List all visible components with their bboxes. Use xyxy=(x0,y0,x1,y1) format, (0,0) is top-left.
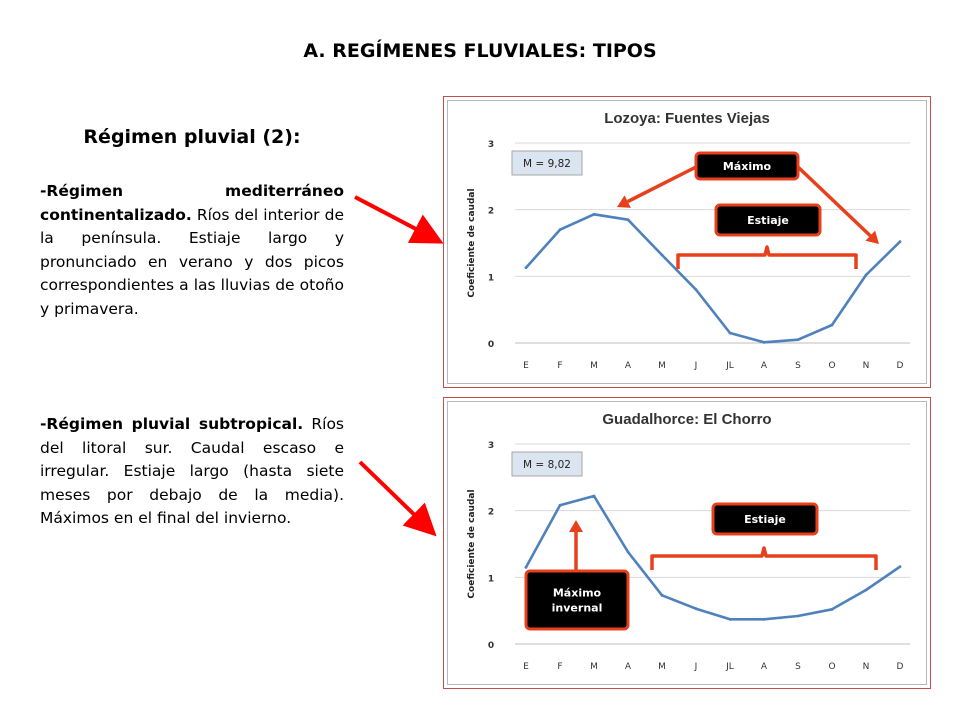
paragraph-subtropical xyxy=(40,413,344,531)
y-tick-label: 2 xyxy=(487,507,495,518)
x-tick-label: F xyxy=(557,662,563,672)
data-point xyxy=(865,274,868,277)
x-tick-label: M xyxy=(590,662,598,672)
x-tick-label: A xyxy=(760,662,768,672)
y-axis-label: Coeficiente de caudal xyxy=(467,489,477,599)
paragraph-mediterranean xyxy=(40,180,344,321)
paragraph-bold-lead: -Régimen pluvial subtropical. xyxy=(40,415,304,433)
callout-maximo-invernal xyxy=(526,571,628,629)
x-tick-label: M xyxy=(658,361,666,371)
data-point xyxy=(729,332,732,335)
data-point xyxy=(593,495,596,498)
y-tick-label: 1 xyxy=(487,574,495,585)
arrow-to-chart-guadalhorce xyxy=(360,462,428,528)
arrow-to-chart-lozoya xyxy=(355,197,433,238)
data-point xyxy=(593,213,596,216)
data-point xyxy=(729,618,732,621)
callout-maximo-invernal-label: Máximo xyxy=(552,586,602,600)
mean-label: M = 9,82 xyxy=(523,158,571,170)
data-point xyxy=(797,615,800,618)
callout-maximo-invernal-box xyxy=(526,571,628,629)
chart-guadalhorce xyxy=(443,397,931,689)
section-subtitle: Régimen pluvial (2): xyxy=(83,126,301,148)
data-point xyxy=(831,608,834,611)
data-point xyxy=(899,565,902,568)
data-point xyxy=(525,566,528,569)
paragraph-text: Ríos del interior de la península. Estiaje largo y pronunciado en verano y dos picos correspondientes a las lluvias de otoño y primavera. xyxy=(40,205,344,318)
callout-maximo-label: Máximo xyxy=(722,160,772,173)
paragraph-bold-lead: -Régimen mediterráneo continentalizado. xyxy=(40,182,344,224)
data-point xyxy=(627,551,630,554)
x-tick-label: J xyxy=(694,361,698,371)
callout-estiaje xyxy=(713,504,817,534)
x-tick-label: O xyxy=(828,361,836,371)
y-tick-label: 0 xyxy=(487,340,495,350)
page-title: A. REGÍMENES FLUVIALES: TIPOS xyxy=(303,40,657,62)
x-tick-label: M xyxy=(658,662,666,672)
x-tick-label: N xyxy=(862,361,870,371)
x-tick-label: J xyxy=(694,662,698,672)
series-line xyxy=(526,214,900,342)
data-point xyxy=(763,618,766,621)
data-point xyxy=(627,218,630,221)
data-point xyxy=(797,338,800,341)
callout-maximo-invernal-label: invernal xyxy=(551,601,603,615)
data-point xyxy=(661,594,664,597)
data-point xyxy=(899,240,902,243)
x-tick-label: E xyxy=(523,361,529,371)
y-tick-label: 0 xyxy=(487,641,495,651)
y-tick-label: 3 xyxy=(487,140,495,150)
callout-estiaje-label: Estiaje xyxy=(747,214,789,227)
data-point xyxy=(865,589,868,592)
x-tick-label: N xyxy=(862,662,870,672)
estiaje-bracket xyxy=(652,548,876,570)
y-tick-label: 2 xyxy=(487,206,495,217)
chart-title: Lozoya: Fuentes Viejas xyxy=(604,110,770,127)
x-tick-label: F xyxy=(557,361,563,371)
x-tick-label: A xyxy=(624,361,632,371)
data-point xyxy=(559,504,562,507)
chart-guadalhorce-svg xyxy=(444,398,930,688)
callout-estiaje xyxy=(716,205,820,235)
x-tick-label: M xyxy=(590,361,598,371)
data-point xyxy=(831,324,834,327)
x-tick-label: A xyxy=(624,662,632,672)
maximo-arrow-left-shaft xyxy=(628,167,696,202)
x-tick-label: JL xyxy=(726,662,734,672)
x-tick-label: A xyxy=(760,361,768,371)
y-axis-label: Coeficiente de caudal xyxy=(467,188,477,298)
paragraph-text: Ríos del litoral sur. Caudal escaso e irregular. Estiaje largo (hasta siete meses por debajo de la media). Máximos en el final del invierno. xyxy=(40,415,344,527)
data-point xyxy=(559,228,562,231)
x-tick-label: S xyxy=(795,361,801,371)
data-point xyxy=(763,341,766,344)
chart-lozoya xyxy=(443,96,931,388)
maximo-invernal-arrow-head xyxy=(569,520,583,532)
data-point xyxy=(695,607,698,610)
x-tick-label: S xyxy=(795,662,801,672)
x-tick-label: D xyxy=(896,361,904,371)
data-point xyxy=(695,288,698,291)
x-tick-label: JL xyxy=(726,361,734,371)
x-tick-label: E xyxy=(523,662,529,672)
chart-lozoya-svg xyxy=(444,97,930,387)
data-point xyxy=(661,254,664,257)
mean-label: M = 8,02 xyxy=(523,459,571,471)
x-tick-label: D xyxy=(896,662,904,672)
y-tick-label: 3 xyxy=(487,441,495,451)
callout-maximo xyxy=(696,153,798,179)
chart-title: Guadalhorce: El Chorro xyxy=(602,411,772,428)
data-point xyxy=(525,266,528,269)
x-tick-label: O xyxy=(828,662,836,672)
estiaje-bracket xyxy=(678,247,856,269)
callout-estiaje-label: Estiaje xyxy=(744,513,786,526)
y-tick-label: 1 xyxy=(487,273,495,284)
